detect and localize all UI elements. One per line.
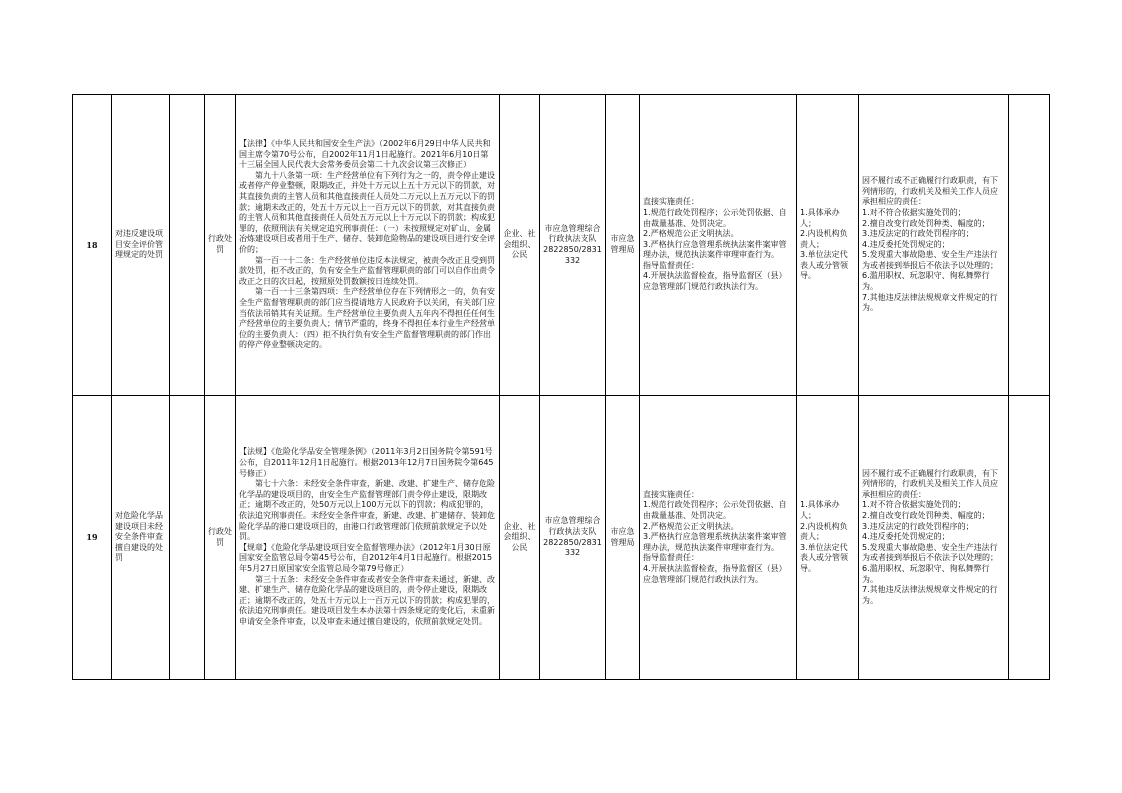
empty-cell <box>170 396 205 680</box>
basis-paragraph: 【规章】《危险化学品建设项目安全监督管理办法》（2012年1月30日原国家安全监管总局令第45号公布，自2012年4月1日起施行。根据2015年5月27日原国家安全监管总局令第79号修正） <box>239 542 493 573</box>
responsible-subject: 市应急管理局 <box>606 95 640 396</box>
enforcement-dept: 市应急管理综合行政执法支队 2822850/2831332 <box>540 95 606 396</box>
item-type: 行政处罚 <box>205 396 236 680</box>
item-type: 行政处罚 <box>205 95 236 396</box>
enforcement-dept: 市应急管理综合行政执法支队 2822850/2831332 <box>540 396 606 680</box>
basis-paragraph: 第七十六条：未经安全条件审查，新建、改建、扩建生产、储存危险化学品的建设项目的，由安全生产监督管理部门责令停止建设，限期改正；逾期不改正的，处50万元以上100万元以下的罚款；构成犯罪的，依法追究刑事责任。未经安全条件审查，新建、改建、扩建储存、装卸危险化学品的港口建设项目的，由港口行政管理部门依照前款规定予以处罚。 <box>239 479 495 542</box>
liability-items: 因不履行或不正确履行行政职责，有下列情形的，行政机关及相关工作人员应承担相应的责任： 1.对不符合依据实施处罚的； 2.擅自改变行政处罚种类、幅度的； 3.违反法定的行政处罚程序的； 4.违反委托处罚规定的； 5.发现重大事故隐患、安全生产违法行为或者接到举报后不依法予以处理的； 6.滥用职权、玩忽职守、徇私舞弊行为。 7.其他违反法律法规规章文件规定的行为。 <box>859 95 1009 396</box>
target-object: 企业、社会组织、公民 <box>500 396 540 680</box>
remarks-cell <box>1009 95 1050 396</box>
legal-basis <box>236 396 500 680</box>
table-row <box>73 95 1050 396</box>
basis-paragraph: 第九十八条第一项：生产经营单位有下列行为之一的，责令停止建设或者停产停业整顿，限期改正，并处十万元以上五十万元以下的罚款，对其直接负责的主管人员和其他直接责任人员处二万元以上五万元以下的罚款；逾期未改正的，处五十万元以上一百万元以下的罚款，对其直接负责的主管人员和其他直接责任人员处五万元以上十万元以下的罚款；构成犯罪的，依照刑法有关规定追究刑事责任：（一）未按照规定对矿山、金属冶炼建设项目或者用于生产、储存、装卸危险物品的建设项目进行安全评价的； <box>239 170 495 254</box>
basis-paragraph: 第一百一十三条第四项：生产经营单位存在下列情形之一的，负有安全生产监督管理职责的部门应当提请地方人民政府予以关闭，有关部门应当依法吊销其有关证照。生产经营单位主要负责人五年内不得担任任何生产经营单位的主要负责人；情节严重的，终身不得担任本行业生产经营单位的主要负责人：（四）拒不执行负有安全生产监督管理职责的部门作出的停产停业整顿决定的。 <box>239 287 495 350</box>
duty-items: 直接实施责任： 1.规范行政处罚程序；公示处罚依据、自由裁量基准、处罚决定。 2.严格规范公正文明执法。 3.严格执行应急管理系统执法案件案审管理办法，规范执法案件审理审查行为。 指导监督责任： 4.开展执法监督检查，指导监督区（县）应急管理部门规范行政执法行为。 <box>640 95 797 396</box>
basis-paragraph: 【法律】《中华人民共和国安全生产法》（2002年6月29日中华人民共和国主席令第70号公布，自2002年11月1日起施行。2021年6月10日第十三届全国人民代表大会常务委员会第二十九次会议第三次修正） <box>239 139 491 170</box>
table-row <box>73 396 1050 680</box>
basis-paragraph: 第一百一十二条：生产经营单位违反本法规定，被责令改正且受到罚款处罚，拒不改正的，负有安全生产监督管理职责的部门可以自作出责令改正之日的次日起，按照原处罚数额按日连续处罚。 <box>239 255 495 286</box>
row-number: 18 <box>73 95 112 396</box>
row-number: 19 <box>73 396 112 680</box>
remarks-cell <box>1009 396 1050 680</box>
duty-items: 直接实施责任： 1.规范行政处罚程序；公示处罚依据、自由裁量基准、处罚决定。 2.严格规范公正文明执法。 3.严格执行应急管理系统执法案件案审管理办法，规范执法案件审理审查行为。 指导监督责任： 4.开展执法监督检查，指导监督区（县）应急管理部门规范行政执法行为。 <box>640 396 797 680</box>
liability-items: 因不履行或不正确履行行政职责，有下列情形的，行政机关及相关工作人员应承担相应的责任： 1.对不符合依据实施处罚的； 2.擅自改变行政处罚种类、幅度的； 3.违反法定的行政处罚程序的； 4.违反委托处罚规定的； 5.发现重大事故隐患、安全生产违法行为或者接到举报后不依法予以处理的； 6.滥用职权、玩忽职守、徇私舞弊行为。 7.其他违反法律法规规章文件规定的行为。 <box>859 396 1009 680</box>
responsible-persons: 1.具体承办人； 2.内设机构负责人； 3.单位法定代表人或分管领导。 <box>797 396 859 680</box>
legal-basis <box>236 95 500 396</box>
item-name: 对危险化学品建设项目未经安全条件审查擅自建设的处罚 <box>112 396 170 680</box>
basis-paragraph: 第三十五条：未经安全条件审查或者安全条件审查未通过，新建、改建、扩建生产、储存危险化学品的建设项目的，责令停止建设，限期改正；逾期不改正的，处五十万元以上一百万元以下的罚款；构成犯罪的，依法追究刑事责任。建设项目发生本办法第十四条规定的变化后，未重新申请安全条件审查，以及审查未通过擅自建设的，依照前款规定处罚。 <box>239 574 495 626</box>
item-name: 对违反建设项目安全评价管理规定的处罚 <box>112 95 170 396</box>
responsible-persons: 1.具体承办人； 2.内设机构负责人； 3.单位法定代表人或分管领导。 <box>797 95 859 396</box>
empty-cell <box>170 95 205 396</box>
basis-paragraph: 【法规】《危险化学品安全管理条例》（2011年3月2日国务院令第591号公布，自2011年12月1日起施行。根据2013年12月7日国务院令第645号修正） <box>239 447 494 478</box>
responsibility-table <box>72 94 1050 680</box>
responsible-subject: 市应急管理局 <box>606 396 640 680</box>
target-object: 企业、社会组织、公民 <box>500 95 540 396</box>
